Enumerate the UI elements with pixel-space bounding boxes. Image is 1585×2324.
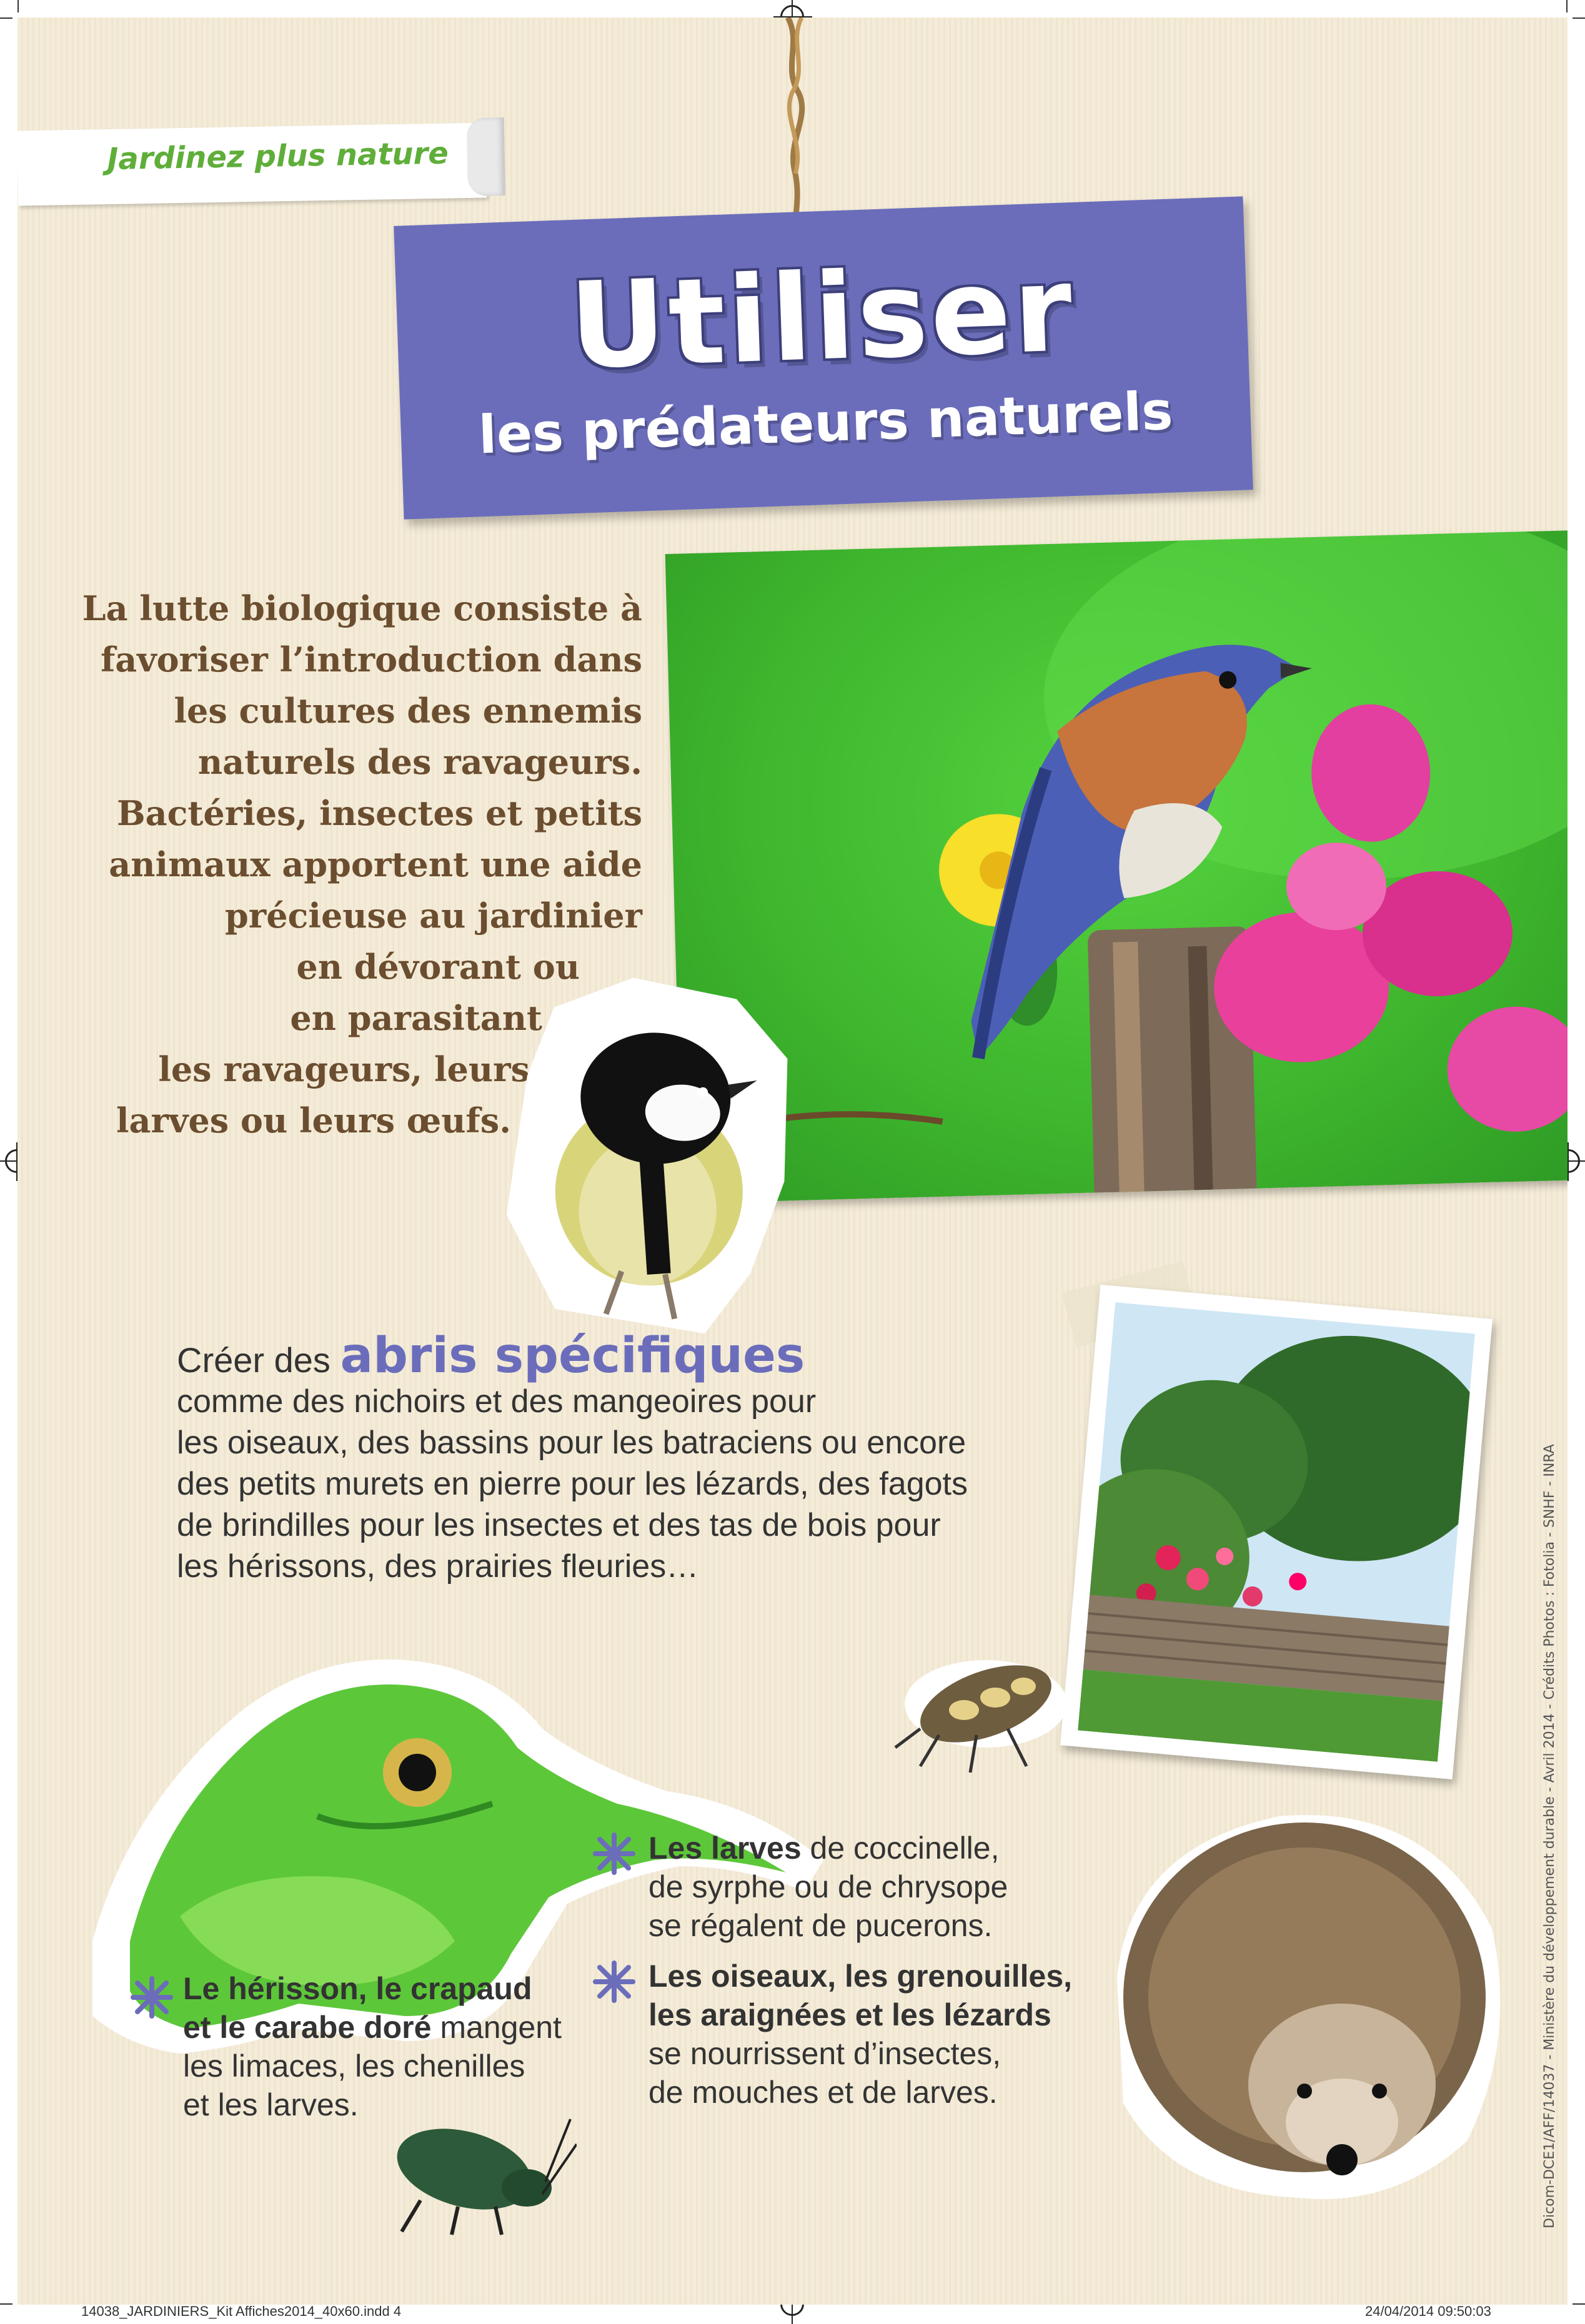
abris-highlight: abris spécifiques [340,1328,805,1384]
title-board [394,196,1253,519]
crop-mark [1573,17,1585,19]
fact-oiseaux [648,1957,1072,2112]
fact-bold: Les oiseaux, les grenouilles, [648,1959,1073,1994]
fact-line: de mouches et de larves. [648,2075,998,2110]
category-tag-label: Jardinez plus nature [107,136,449,177]
fact-line [183,1969,562,2008]
fact-text: de coccinelle, [801,1831,1000,1866]
abris-line: des petits murets en pierre pour les lézards, des fagots [177,1466,968,1502]
abris-heading [177,1328,1064,1384]
print-slug-file: 14038_JARDINIERS_Kit Affiches2014_40x60.indd 4 [81,2303,402,2319]
fact-line: se régalent de pucerons. [648,1908,993,1943]
abris-lead: Créer des [177,1340,330,1380]
fact-larves [648,1829,1008,1945]
fact-line [648,1995,1072,2034]
crop-mark [17,0,19,12]
abris-line: les hérissons, des prairies fleuries… [177,1548,699,1585]
fact-bold: les araignées et les lézards [648,1997,1051,2032]
intro-line: La lutte biologique consiste à [82,588,642,628]
intro-line: précieuse au jardinier [224,896,642,936]
intro-line: Bactéries, insectes et petits [116,793,642,833]
crop-mark [0,17,12,19]
category-tag [17,122,487,205]
abris-line: comme des nichoirs et des mangeoires pour [177,1383,817,1420]
fact-line: les limaces, les chenilles [183,2049,525,2084]
hanging-string [777,17,814,236]
abris-line: de brindilles pour les insectes et des tas de bois pour [177,1507,941,1543]
intro-line: en parasitant [290,998,542,1038]
fact-line: et les larves. [183,2087,359,2122]
intro-line: les ravageurs, leurs [158,1049,530,1089]
asterisk-icon [592,1832,636,1876]
garden-photo [1060,1285,1493,1779]
fact-herisson [183,1969,562,2124]
intro-line: naturels des ravageurs. [197,742,642,782]
fact-line: de syrphe ou de chrysope [648,1869,1008,1904]
fact-line [648,1957,1072,1995]
intro-line: les cultures des ennemis [174,691,642,731]
crop-mark [1566,0,1568,12]
asterisk-icon [130,1975,174,2019]
fact-bold: et le carabe doré [183,2010,432,2045]
intro-line: favoriser l’introduction dans [101,640,642,680]
abris-paragraph [177,1328,1064,1587]
fact-bold: Les larves [648,1831,802,1866]
hedgehog-photo [1080,1791,1517,2210]
intro-line: en dévorant ou [296,947,580,987]
crop-mark [1573,2303,1585,2305]
fact-bold: Le hérisson, le crapaud [183,1971,532,2006]
fact-line [648,1829,1008,1867]
print-slug-date: 24/04/2014 09:50:03 [1365,2303,1491,2319]
intro-line: animaux apportent une aide [109,844,642,884]
fact-text: mangent [431,2010,562,2045]
fact-line [183,2008,562,2047]
bluebird-photo [665,530,1568,1204]
page-subtitle: les prédateurs naturels [477,380,1174,466]
fact-line: se nourrissent d’insectes, [648,2036,1001,2071]
crop-mark [0,2303,12,2305]
poster [17,17,1568,2305]
asterisk-icon [592,1960,636,2004]
abris-line: les oiseaux, des bassins pour les batraciens ou encore [177,1425,966,1461]
page-title: Utiliser [567,240,1077,396]
intro-line: larves ou leurs œufs. [116,1100,511,1140]
photo-credits: Dicom-DCE1/AFF/14037 - Ministère du développement durable - Avril 2014 - Crédits Photos : Fotolia - SNHF - INRA [1542,1444,1558,2228]
paper-curl [467,117,505,196]
ladybird-larva-photo [883,1629,1089,1779]
